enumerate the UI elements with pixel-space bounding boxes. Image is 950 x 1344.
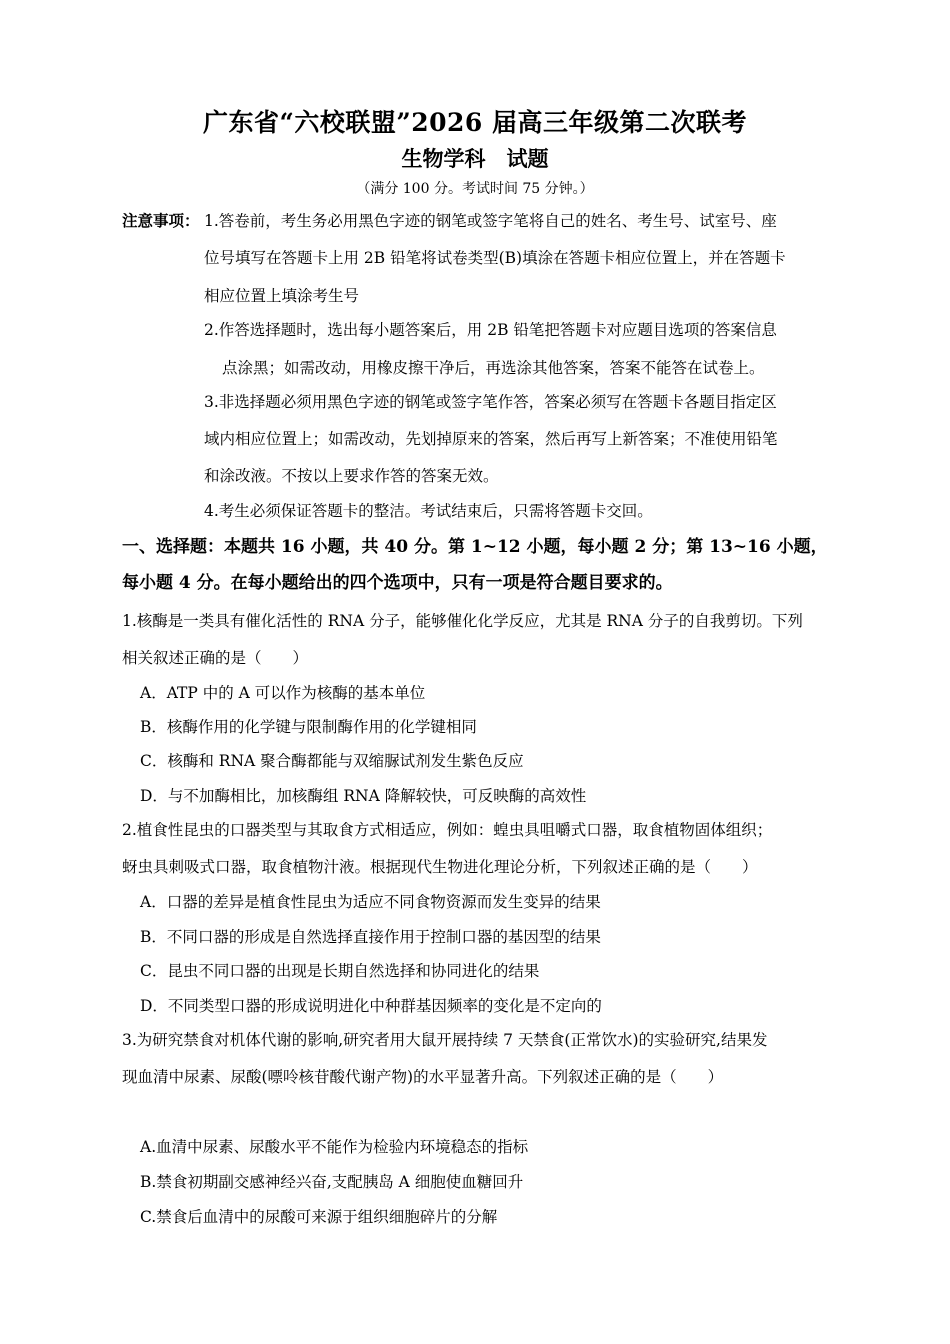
exam-meta: （满分 100 分。考试时间 75 分钟。）: [356, 181, 594, 197]
question-option: A．口器的差异是植食性昆虫为适应不同食物资源而发生变异的结果: [140, 893, 601, 911]
page-subtitle: 生物学科 试题: [401, 146, 549, 171]
notice-line: 3.非选择题必须用黑色字迹的钢笔或签字笔作答，答案必须写在答题卡各题目指定区: [204, 393, 777, 411]
question-option: B．不同口器的形成是自然选择直接作用于控制口器的基因型的结果: [140, 928, 601, 946]
question-option: A.血清中尿素、尿酸水平不能作为检验内环境稳态的指标: [140, 1138, 529, 1156]
question-stem: 1.核酶是一类具有催化活性的 RNA 分子，能够催化化学反应，尤其是 RNA 分子的自我剪切。下列: [122, 612, 803, 630]
question-option: C.禁食后血清中的尿酸可来源于组织细胞碎片的分解: [140, 1208, 498, 1226]
notice-line: 相应位置上填涂考生号: [204, 287, 360, 305]
notice-line: 4.考生必须保证答题卡的整洁。考试结束后，只需将答题卡交回。: [204, 502, 653, 520]
question-stem: 3.为研究禁食对机体代谢的影响,研究者用大鼠开展持续 7 天禁食(正常饮水)的实验研究,结果发: [122, 1031, 768, 1049]
question-stem: 2.植食性昆虫的口器类型与其取食方式相适应，例如：蝗虫具咀嚼式口器，取食植物固体组织；: [122, 821, 773, 839]
question-option: A．ATP 中的 A 可以作为核酶的基本单位: [140, 684, 426, 702]
question-option: C．核酶和 RNA 聚合酶都能与双缩脲试剂发生紫色反应: [140, 752, 524, 770]
question-option: B．核酶作用的化学键与限制酶作用的化学键相同: [140, 718, 477, 736]
section-heading: 每小题 4 分。在每小题给出的四个选项中，只有一项是符合题目要求的。: [122, 573, 673, 593]
section-heading: 一、选择题：本题共 16 小题，共 40 分。第 1~12 小题，每小题 2 分；第 13~16 小题，: [122, 537, 828, 557]
notice-line: 1.答卷前，考生务必用黑色字迹的钢笔或签字笔将自己的姓名、考生号、试室号、座: [204, 212, 777, 230]
question-stem: 蚜虫具刺吸式口器，取食植物汁液。根据现代生物进化理论分析，下列叙述正确的是（ ）: [122, 858, 758, 876]
question-option: C．昆虫不同口器的出现是长期自然选择和协同进化的结果: [140, 962, 540, 980]
notice-label: 注意事项：: [122, 211, 200, 230]
question-stem: 现血清中尿素、尿酸(嘌呤核苷酸代谢产物)的水平显著升高。下列叙述正确的是（ ）: [122, 1068, 724, 1086]
notice-line: 2.作答选择题时，选出每小题答案后，用 2B 铅笔把答题卡对应题目选项的答案信息: [204, 321, 777, 339]
question-option: D．与不加酶相比，加核酶组 RNA 降解较快，可反映酶的高效性: [140, 787, 587, 805]
page-title: 广东省“六校联盟”2026 届高三年级第二次联考: [202, 108, 748, 137]
notice-line: 位号填写在答题卡上用 2B 铅笔将试卷类型(B)填涂在答题卡相应位置上，并在答题卡: [204, 249, 786, 267]
notice-line: 点涂黑；如需改动，用橡皮擦干净后，再选涂其他答案，答案不能答在试卷上。: [222, 359, 765, 377]
notice-line: 域内相应位置上；如需改动，先划掉原来的答案，然后再写上新答案；不准使用铅笔: [204, 430, 778, 448]
question-option: B.禁食初期副交感神经兴奋,支配胰岛 A 细胞使血糖回升: [140, 1173, 524, 1191]
question-option: D．不同类型口器的形成说明进化中种群基因频率的变化是不定向的: [140, 997, 602, 1015]
question-stem: 相关叙述正确的是（ ）: [122, 649, 309, 667]
notice-line: 和涂改液。不按以上要求作答的答案无效。: [204, 467, 499, 485]
